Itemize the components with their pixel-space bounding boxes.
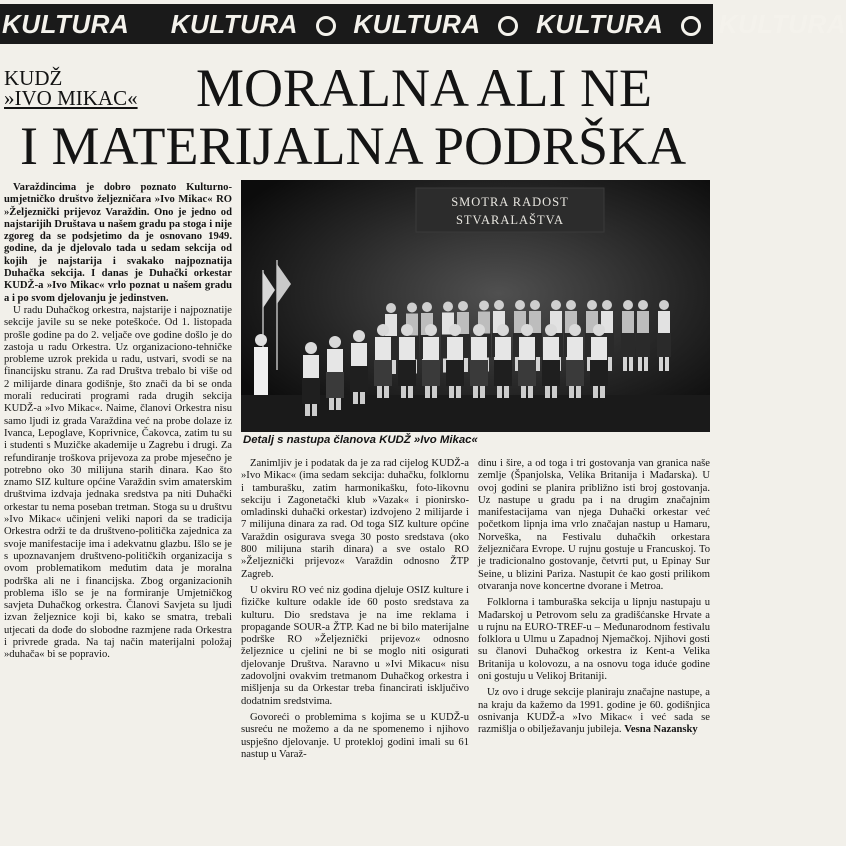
banner-word: KULTURA xyxy=(718,9,846,39)
article-closing-text: Uz ovo i druge sekcije planiraju značajne nastupe, a na kraju da kažemo da 1991. godine je 60. godišnjica osnivanja KUDŽ-a »Ivo Mikac« i već sada se razmišlja o obilježavanju jubileja. xyxy=(478,687,710,736)
headline-kicker xyxy=(4,68,138,108)
performance-photo xyxy=(241,180,710,432)
article-column-3 xyxy=(478,458,710,737)
section-banner xyxy=(0,4,846,44)
article-paragraph: Zanimljiv je i podatak da je za rad cijelog KUDŽ-a »Ivo Mikac« (ima sedam sekcija: duhačku, folklornu i tamburašku, zatim harmonikašku, foto-likovnu sekciju i Zagonetački klub »Vazak« i pionirsko-omladinski duhački orkestar) izdvojeno 2 milijarde i 7 milijuna dinara za rad. Od toga SIZ kulture općine Varaždin osigurava svega 30 posto sredstava (oko 800 milijuna starih dinara) a sve ostalo RO »Željeznički prijevoz« Varaždin odnosno ŽTP Zagreb. xyxy=(241,458,469,580)
article-column-2 xyxy=(241,458,469,761)
article-paragraph: dinu i šire, a od toga i tri gostovanja van granica naše zemlje (Španjolska, Velika Britanija i Mađarska). U ovoj godini se planira približno isti broj gostovanja. Uz nastupe u gradu pa i na drugim značajnim manifestacijama van njega Duhački orkestar već početkom lipnja ima vrlo značajan nastup u Hamaru, Norveška, na Festivalu duhačkih orkestara željezničara Evrope. U rujnu gostuje u Francuskoj. To je tradicionalno gostovanje, četvrti put, u Epinay Sur Seine, u blizini Pariza. Nastupit će kao gosti prilikom otvaranja nove koncertne dvorane i Metroa. xyxy=(478,458,710,592)
headline-line-1: MORALNA ALI NE xyxy=(196,58,652,118)
article-lead-paragraph: Varaždincima je dobro poznato Kulturno-umjetničko društvo željezničara »Ivo Mikac« RO »Željeznički prijevoz Varaždin. Ono je jedno od najstarijih Društava u našem gradu pa stoga i nije zgoreg da se podsjetimo da je osnovano 1949. godine, da je djelovalo tada u sedam sekcija od kojih je najstarija i svakako najpoznatija Duhačka sekcija. I danas je Duhački orkestar KUDŽ-a »Ivo Mikac« vrlo poznat u našem gradu a i po svom djelovanju je jedinstven. xyxy=(4,182,232,304)
kicker-line-2: »IVO MIKAC« xyxy=(4,86,138,110)
banner-spacer xyxy=(143,16,157,36)
photo-caption: Detalj s nastupa članova KUDŽ »Ivo Mikac« xyxy=(243,434,478,446)
banner-word: KULTURA xyxy=(2,9,130,39)
stage-sign-line-2: STVARALAŠTVA xyxy=(455,213,565,227)
article-paragraph: U radu Duhačkog orkestra, najstarije i najpoznatije sekcije javile su se neke poteškoće. Od 1. listopada prošle godine pa do 2. veljače ove godine došlo je do zastoja u radu Orkestra. Uz organizaciono-tehničke probleme uzrok prekida u radu, ustvari, svodi se na financijsku stranu. Za rad Društva trebalo bi više od 2 milijarde dinara godišnje, što znači da bi se onda morali reducirati programi rada drugih sekcija KUDŽ-a »Ivo Mikac«. Naime, članovi Orkestra nisu samo ljudi iz grada Varaždina već na probe dolaze iz Ivanca, Lepoglave, Koprivnice, Čakovca, zatim tu su i studenti s Muzičke akademije u Zagrebu i drugi. Za refundiranje troškova prijevoza za probe mjesečno je potrebno oko 30 milijuna starih dinara. Kao što znamo SIZ kulture općine Varaždin svim amaterskim društvima izdvaja jednaka sredstva pa niti Duhački orkestar tu nema poseban tretman. Stoga su u društvu »Ivo Mikac« učinjeni veliki napori da se tradicija Orkestra održi te da društveno-politička zajednica za svoje manifestacije ima i adekvatnu glazbu. Išlo se je s upoznavanjem društveno-političkih organizacija s ovom problematikom međutim data je moralna podrška ali ne i financijska. Zbog organizacionih problema išlo se je na formiranje Umjetničkog savjeta Duhačkog orkestra. Članovi Savjeta su ljudi izvan željeznice koji bi, kako se smatra, trebali utjecati da dođe do slobodne razmjene rada Orkestra i privrede grada. Na taj način materijalni položaj »duhača« bi se popravio. xyxy=(4,304,232,661)
banner-circle-icon xyxy=(681,16,701,36)
kicker-line-1: KUDŽ xyxy=(4,66,63,90)
headline-line-2: I MATERIJALNA PODRŠKA xyxy=(20,116,687,176)
stage-sign-line-1: SMOTRA RADOST xyxy=(451,195,569,209)
article-column-1 xyxy=(4,182,232,662)
article-paragraph: U okviru RO već niz godina djeluje OSIZ kulture i fizičke kulture odakle ide 60 posto sredstava za kulturu. Dio sredstava je na ime reklama i propagande SOUR-a ŽTP. Kad ne bi bilo materijalne podrške RO »Željeznički prijevoz« odnosno željeznice u cjelini ne bi se moglo niti osigurati djelovanje Društva. Naravno u »Ivi Mikacu« nisu zadovoljni ovakvim tretmanom Duhačkog orkestra i mišljenja su da Orkestar treba financirati isključivo dodatnim sredstvima. xyxy=(241,584,469,707)
performance-photo-image xyxy=(241,180,710,432)
article-paragraph: Govoreći o problemima s kojima se u KUDŽ-u susreću ne možemo a da ne spomenemo i njihovo uspješno djelovanje. U proteklој godini imali su 61 nastup u Varaž- xyxy=(241,711,469,760)
article-paragraph xyxy=(478,687,710,736)
banner-word: KULTURA xyxy=(170,9,298,39)
banner-word: KULTURA xyxy=(353,9,481,39)
banner-word: KULTURA xyxy=(536,9,664,39)
banner-circle-icon xyxy=(498,16,518,36)
banner-circle-icon xyxy=(316,16,336,36)
author-signature: Vesna Nazansky xyxy=(624,724,698,736)
article-paragraph: Folklorna i tamburaška sekcija u lipnju nastupaju u Mađarskoj u Petrovom selu za gradišćanske Hrvate a u rujnu na EURO-TREF-u – Međunarodnom festivalu folklora u Ulmu u Zapadnoj Njemačkoj. Njihovi gosti su članovi Duhačkog orkestra iz Kent-a Velika Britanija u kolovozu, a na osnovu toga iduće godine oni gostuju u Velikoj Britaniji. xyxy=(478,597,710,683)
